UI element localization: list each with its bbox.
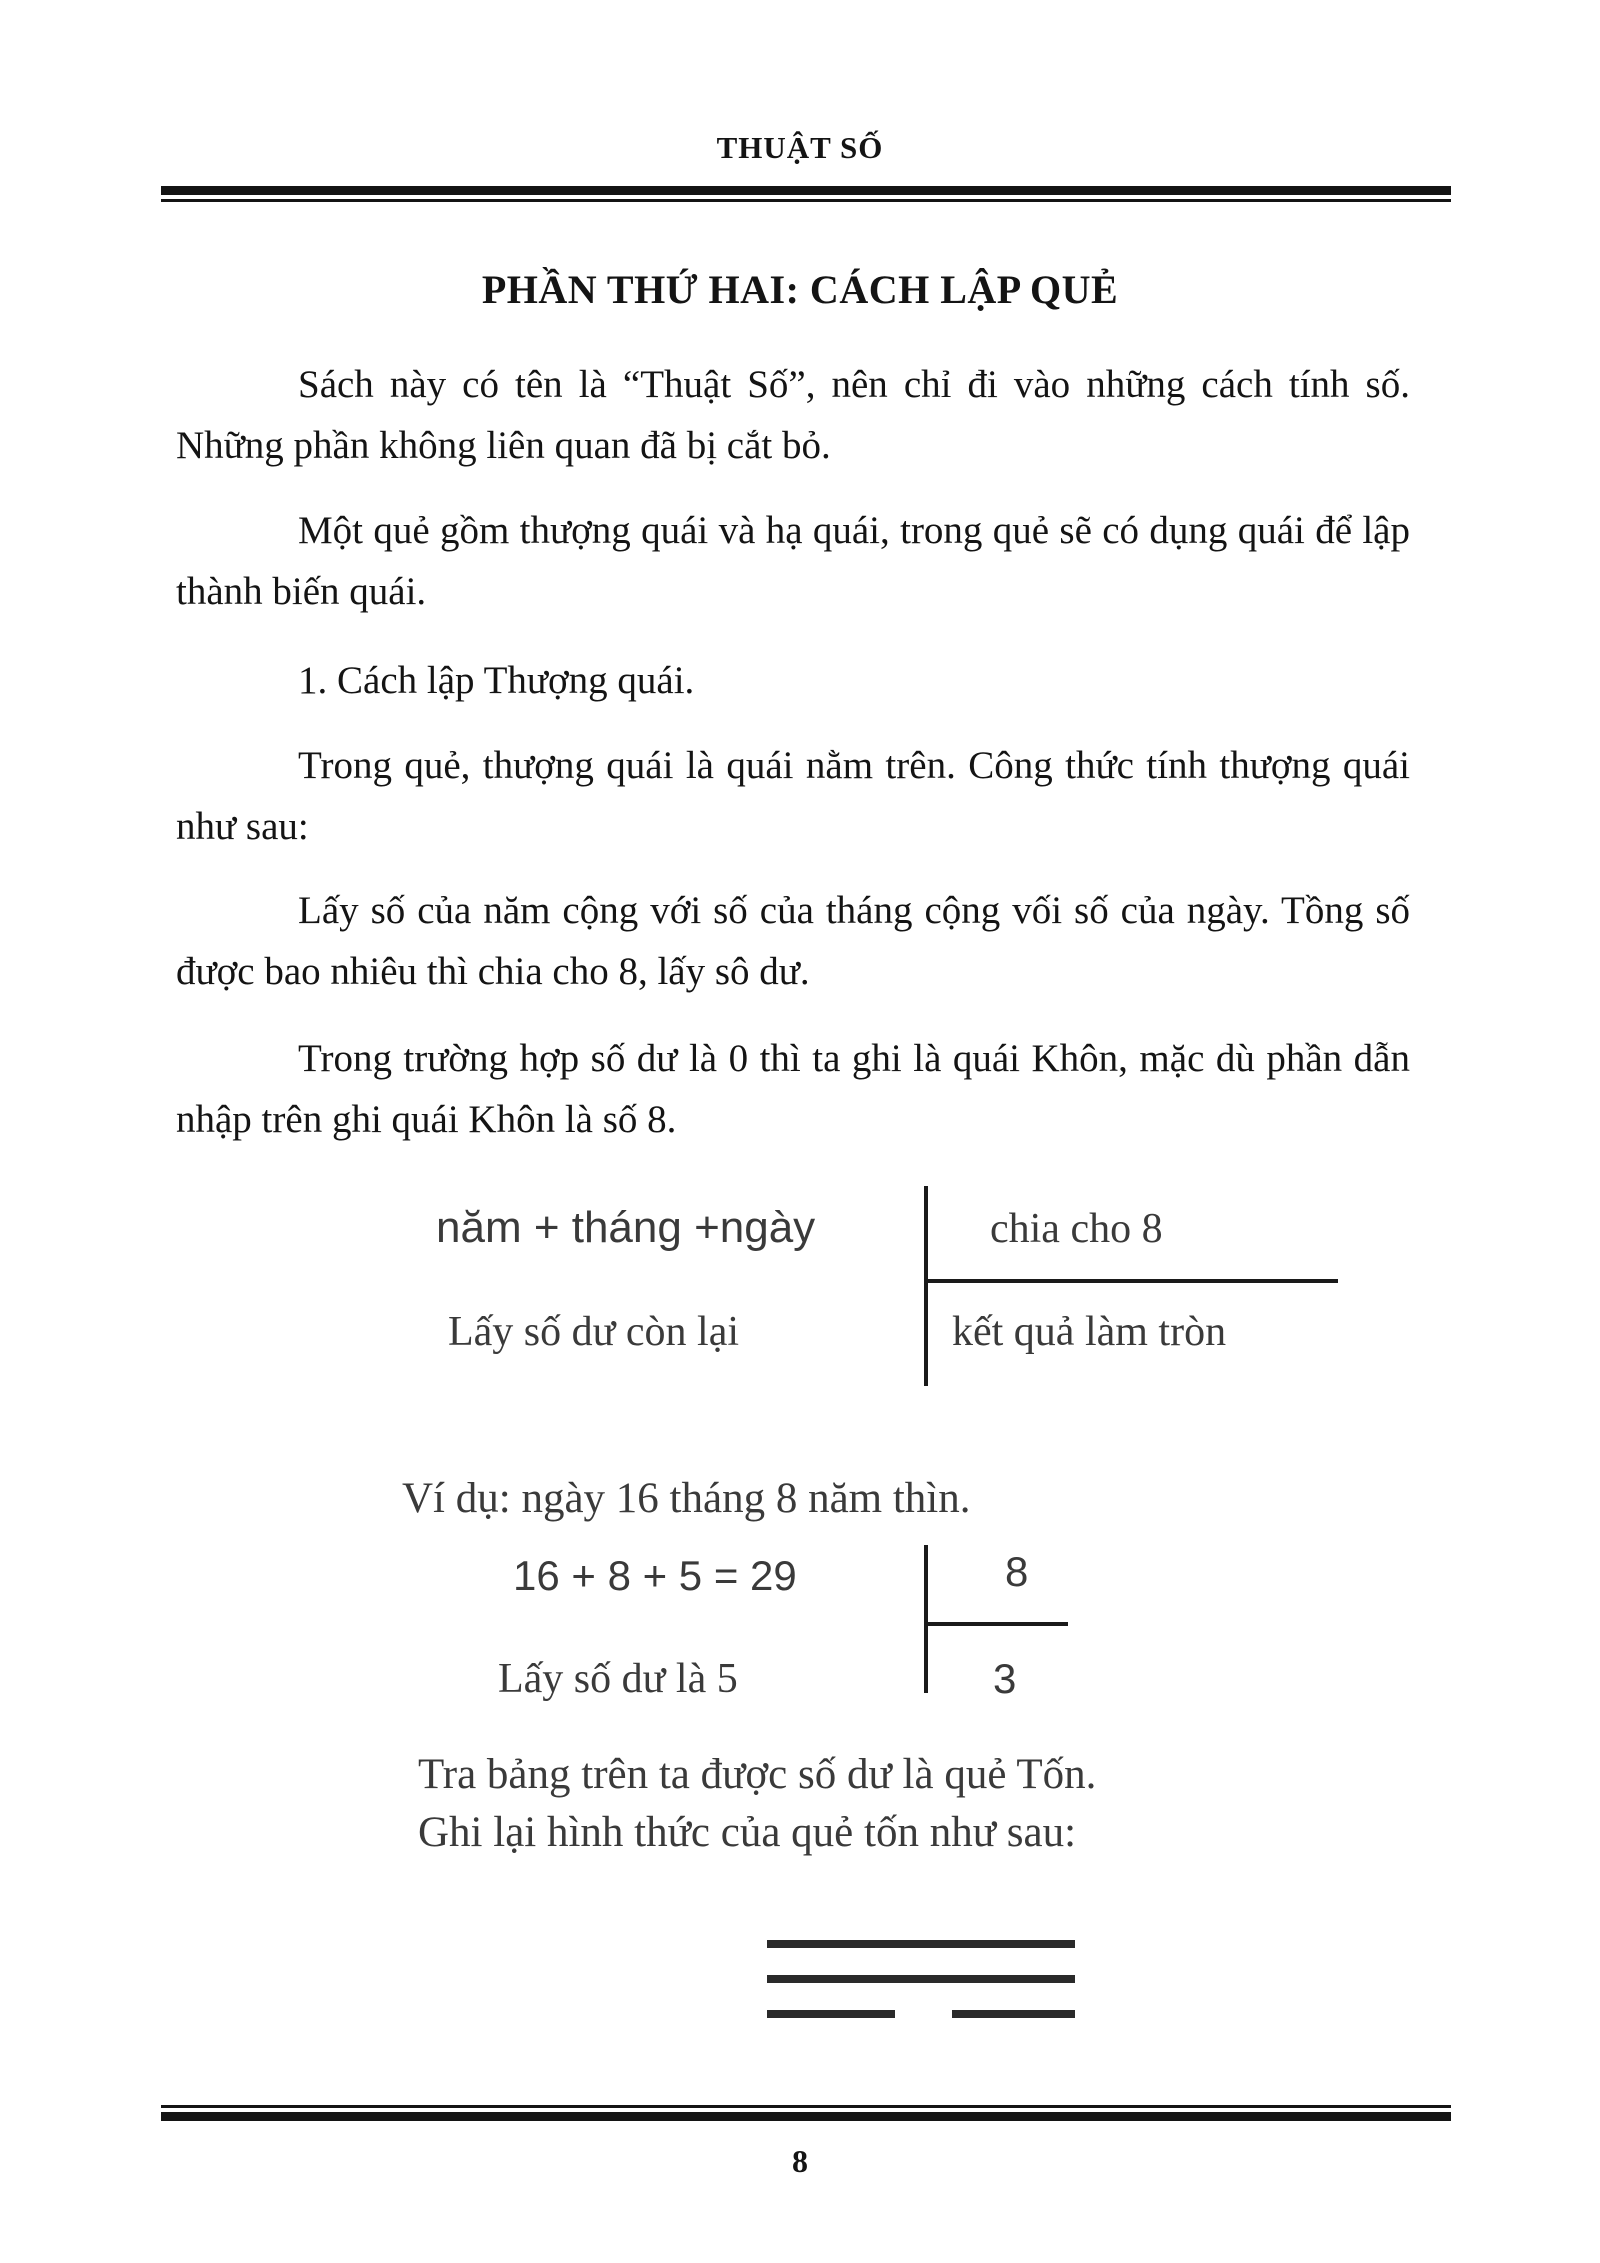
section-title: PHẦN THỨ HAI: CÁCH LẬP QUẺ <box>481 267 1119 312</box>
formula-divisor: chia cho 8 <box>990 1206 1163 1252</box>
paragraph-upper-trigram-def <box>176 735 1410 857</box>
paragraph-formula-description-text: Lấy số của năm cộng với số của tháng cộng vối số của ngày. Tồng số được bao nhiêu thì chia cho 8, lấy sô dư. <box>176 889 1410 993</box>
subsection-heading-text: 1. Cách lập Thượng quái. <box>298 659 695 702</box>
example-divisor: 8 <box>1005 1548 1029 1595</box>
formula-dividend: năm + tháng +ngày <box>436 1203 816 1252</box>
header-rule-thick <box>161 186 1451 195</box>
footer-rule-thick <box>161 2112 1451 2121</box>
paragraph-formula-description <box>176 880 1410 1002</box>
header-rule-thin <box>161 199 1451 202</box>
footer-rule-thin <box>161 2105 1451 2108</box>
conclusion-line-2: Ghi lại hình thức của quẻ tốn như sau: <box>418 1809 1077 1856</box>
paragraph-intro-text: Sách này có tên là “Thuật Số”, nên chỉ đi vào những cách tính số. Những phần không liên quan đã bị cắt bỏ. <box>176 363 1410 467</box>
trigram-line-top-yang <box>767 1940 1075 1948</box>
formula-quotient: kết quả làm tròn <box>952 1309 1227 1355</box>
formula-division-vertical-bar <box>924 1186 928 1386</box>
paragraph-upper-trigram-def-text: Trong quẻ, thượng quái là quái nằm trên. Công thức tính thượng quái như sau: <box>176 744 1410 848</box>
paragraph-intro <box>176 354 1410 476</box>
conclusion-line-1: Tra bảng trên ta được số dư là quẻ Tốn. <box>418 1751 1097 1798</box>
example-division-vertical-bar <box>924 1545 928 1693</box>
trigram-line-bottom-yin-left <box>767 2010 895 2018</box>
page-number: 8 <box>792 2143 808 2179</box>
example-remainder: Lấy số dư là 5 <box>498 1656 738 1702</box>
paragraph-zero-remainder-text: Trong trường hợp số dư là 0 thì ta ghi là quái Khôn, mặc dù phần dẫn nhập trên ghi quái Khôn là số 8. <box>176 1037 1410 1141</box>
running-header: THUẬT SỐ <box>716 130 884 165</box>
paragraph-trigram-composition-text: Một quẻ gồm thượng quái và hạ quái, trong quẻ sẽ có dụng quái để lập thành biến quái. <box>176 509 1410 613</box>
trigram-ton-icon <box>767 1940 1075 2020</box>
formula-division-horizontal-bar <box>924 1279 1338 1283</box>
paragraph-zero-remainder <box>176 1028 1410 1150</box>
trigram-line-middle-yang <box>767 1975 1075 1983</box>
example-division-horizontal-bar <box>924 1622 1068 1626</box>
formula-remainder: Lấy số dư còn lại <box>448 1309 740 1355</box>
example-title: Ví dụ: ngày 16 tháng 8 năm thìn. <box>402 1475 971 1522</box>
example-quotient: 3 <box>993 1655 1017 1702</box>
paragraph-trigram-composition <box>176 500 1410 622</box>
example-dividend: 16 + 8 + 5 = 29 <box>513 1552 797 1599</box>
trigram-line-bottom-yin-right <box>952 2010 1075 2018</box>
subsection-heading <box>176 650 1410 711</box>
